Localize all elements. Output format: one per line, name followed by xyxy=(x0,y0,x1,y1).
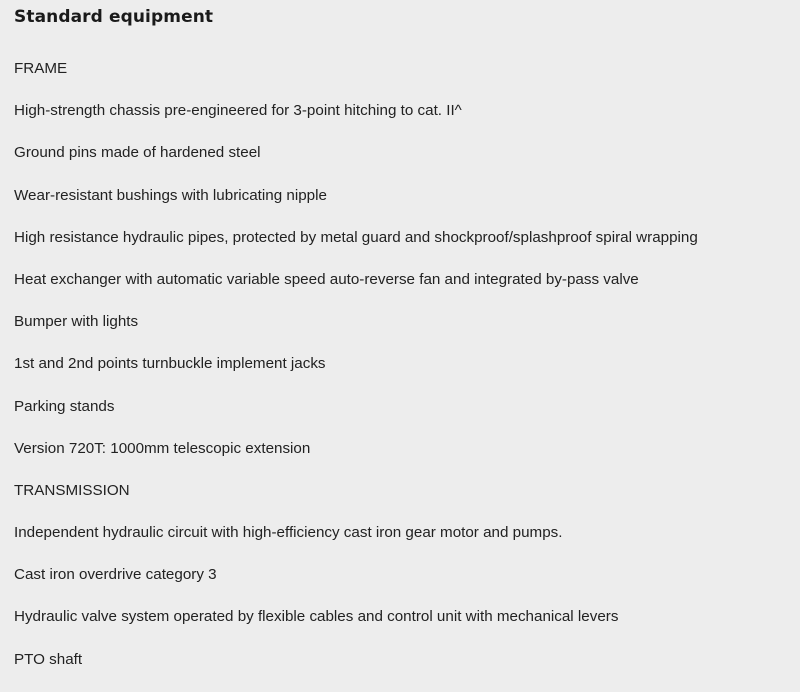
list-item: Heat exchanger with automatic variable speed auto-reverse fan and integrated by-pass valve xyxy=(14,270,639,288)
section-title: Standard equipment xyxy=(14,7,214,27)
list-item: Version 720T: 1000mm telescopic extension xyxy=(14,439,311,457)
list-item: Independent hydraulic circuit with high-efficiency cast iron gear motor and pumps. xyxy=(14,524,563,542)
list-item: High resistance hydraulic pipes, protected by metal guard and shockproof/splashproof spiral wrapping xyxy=(14,228,698,246)
list-item-heading-transmission: TRANSMISSION xyxy=(14,481,130,499)
list-item: High-strength chassis pre-engineered for 3-point hitching to cat. II^ xyxy=(14,102,462,120)
list-item: Ground pins made of hardened steel xyxy=(14,144,261,162)
list-item: Bumper with lights xyxy=(14,313,139,331)
equipment-list xyxy=(14,59,786,692)
list-item: PTO shaft xyxy=(14,650,83,668)
list-item: Hydraulic valve system operated by flexible cables and control unit with mechanical levers xyxy=(14,608,619,626)
list-item: Parking stands xyxy=(14,397,115,415)
list-item: 1st and 2nd points turnbuckle implement jacks xyxy=(14,355,326,373)
list-item-heading-frame: FRAME xyxy=(14,60,68,77)
list-item: Wear-resistant bushings with lubricating nipple xyxy=(14,186,327,204)
list-item: Cast iron overdrive category 3 xyxy=(14,566,217,584)
